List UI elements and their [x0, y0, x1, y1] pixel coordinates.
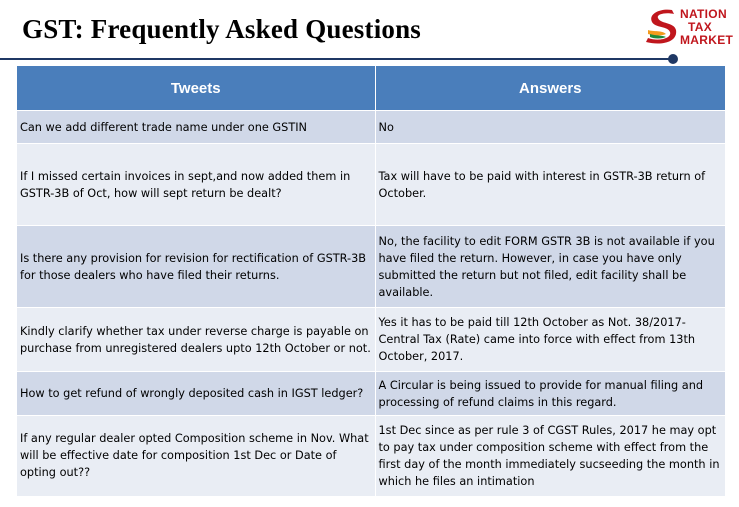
- faq-table: [17, 66, 725, 496]
- header-tweets: Tweets: [17, 66, 375, 111]
- logo-line-2: TAX: [688, 20, 713, 34]
- question-cell: Can we add different trade name under one GSTIN: [17, 111, 375, 144]
- table-row: [17, 308, 725, 372]
- logo-line-3: MARKET: [680, 33, 734, 47]
- answer-cell: A Circular is being issued to provide for manual filing and processing of refund claims in this regard.: [375, 372, 725, 416]
- table-row: [17, 144, 725, 226]
- answer-cell: No: [375, 111, 725, 144]
- logo-line-1: NATION: [680, 7, 727, 21]
- question-cell: Kindly clarify whether tax under reverse charge is payable on purchase from unregistered dealers upto 12th October or not.: [17, 308, 375, 372]
- table-row: [17, 372, 725, 416]
- table-row: [17, 416, 725, 496]
- page-title: GST: Frequently Asked Questions: [22, 14, 422, 44]
- question-cell: How to get refund of wrongly deposited cash in IGST ledger?: [17, 372, 375, 416]
- table-header-row: [17, 66, 725, 111]
- question-cell: Is there any provision for revision for rectification of GSTR-3B for those dealers who have filed their returns.: [17, 226, 375, 308]
- answer-cell: Tax will have to be paid with interest in GSTR-3B return of October.: [375, 144, 725, 226]
- question-cell: If any regular dealer opted Composition scheme in Nov. What will be effective date for composition 1st Dec or Date of opting out??: [17, 416, 375, 496]
- nation-tax-market-logo: [640, 4, 736, 48]
- answer-cell: No, the facility to edit FORM GSTR 3B is not available if you have filed the return. However, in case you have only submitted the return but not filed, edit facility shall be available.: [375, 226, 725, 308]
- title-divider: [0, 58, 676, 60]
- table-row: [17, 226, 725, 308]
- answer-cell: 1st Dec since as per rule 3 of CGST Rules, 2017 he may opt to pay tax under composition scheme with effect from the first day of the month immediately sucseeding the month in which he files an intimation: [375, 416, 725, 496]
- divider-dot: [668, 54, 678, 64]
- header-answers: Answers: [375, 66, 725, 111]
- answer-cell: Yes it has to be paid till 12th October as Not. 38/2017-Central Tax (Rate) came into force with effect from 13th October, 2017.: [375, 308, 725, 372]
- table-row: [17, 111, 725, 144]
- question-cell: If I missed certain invoices in sept,and now added them in GSTR-3B of Oct, how will sept return be dealt?: [17, 144, 375, 226]
